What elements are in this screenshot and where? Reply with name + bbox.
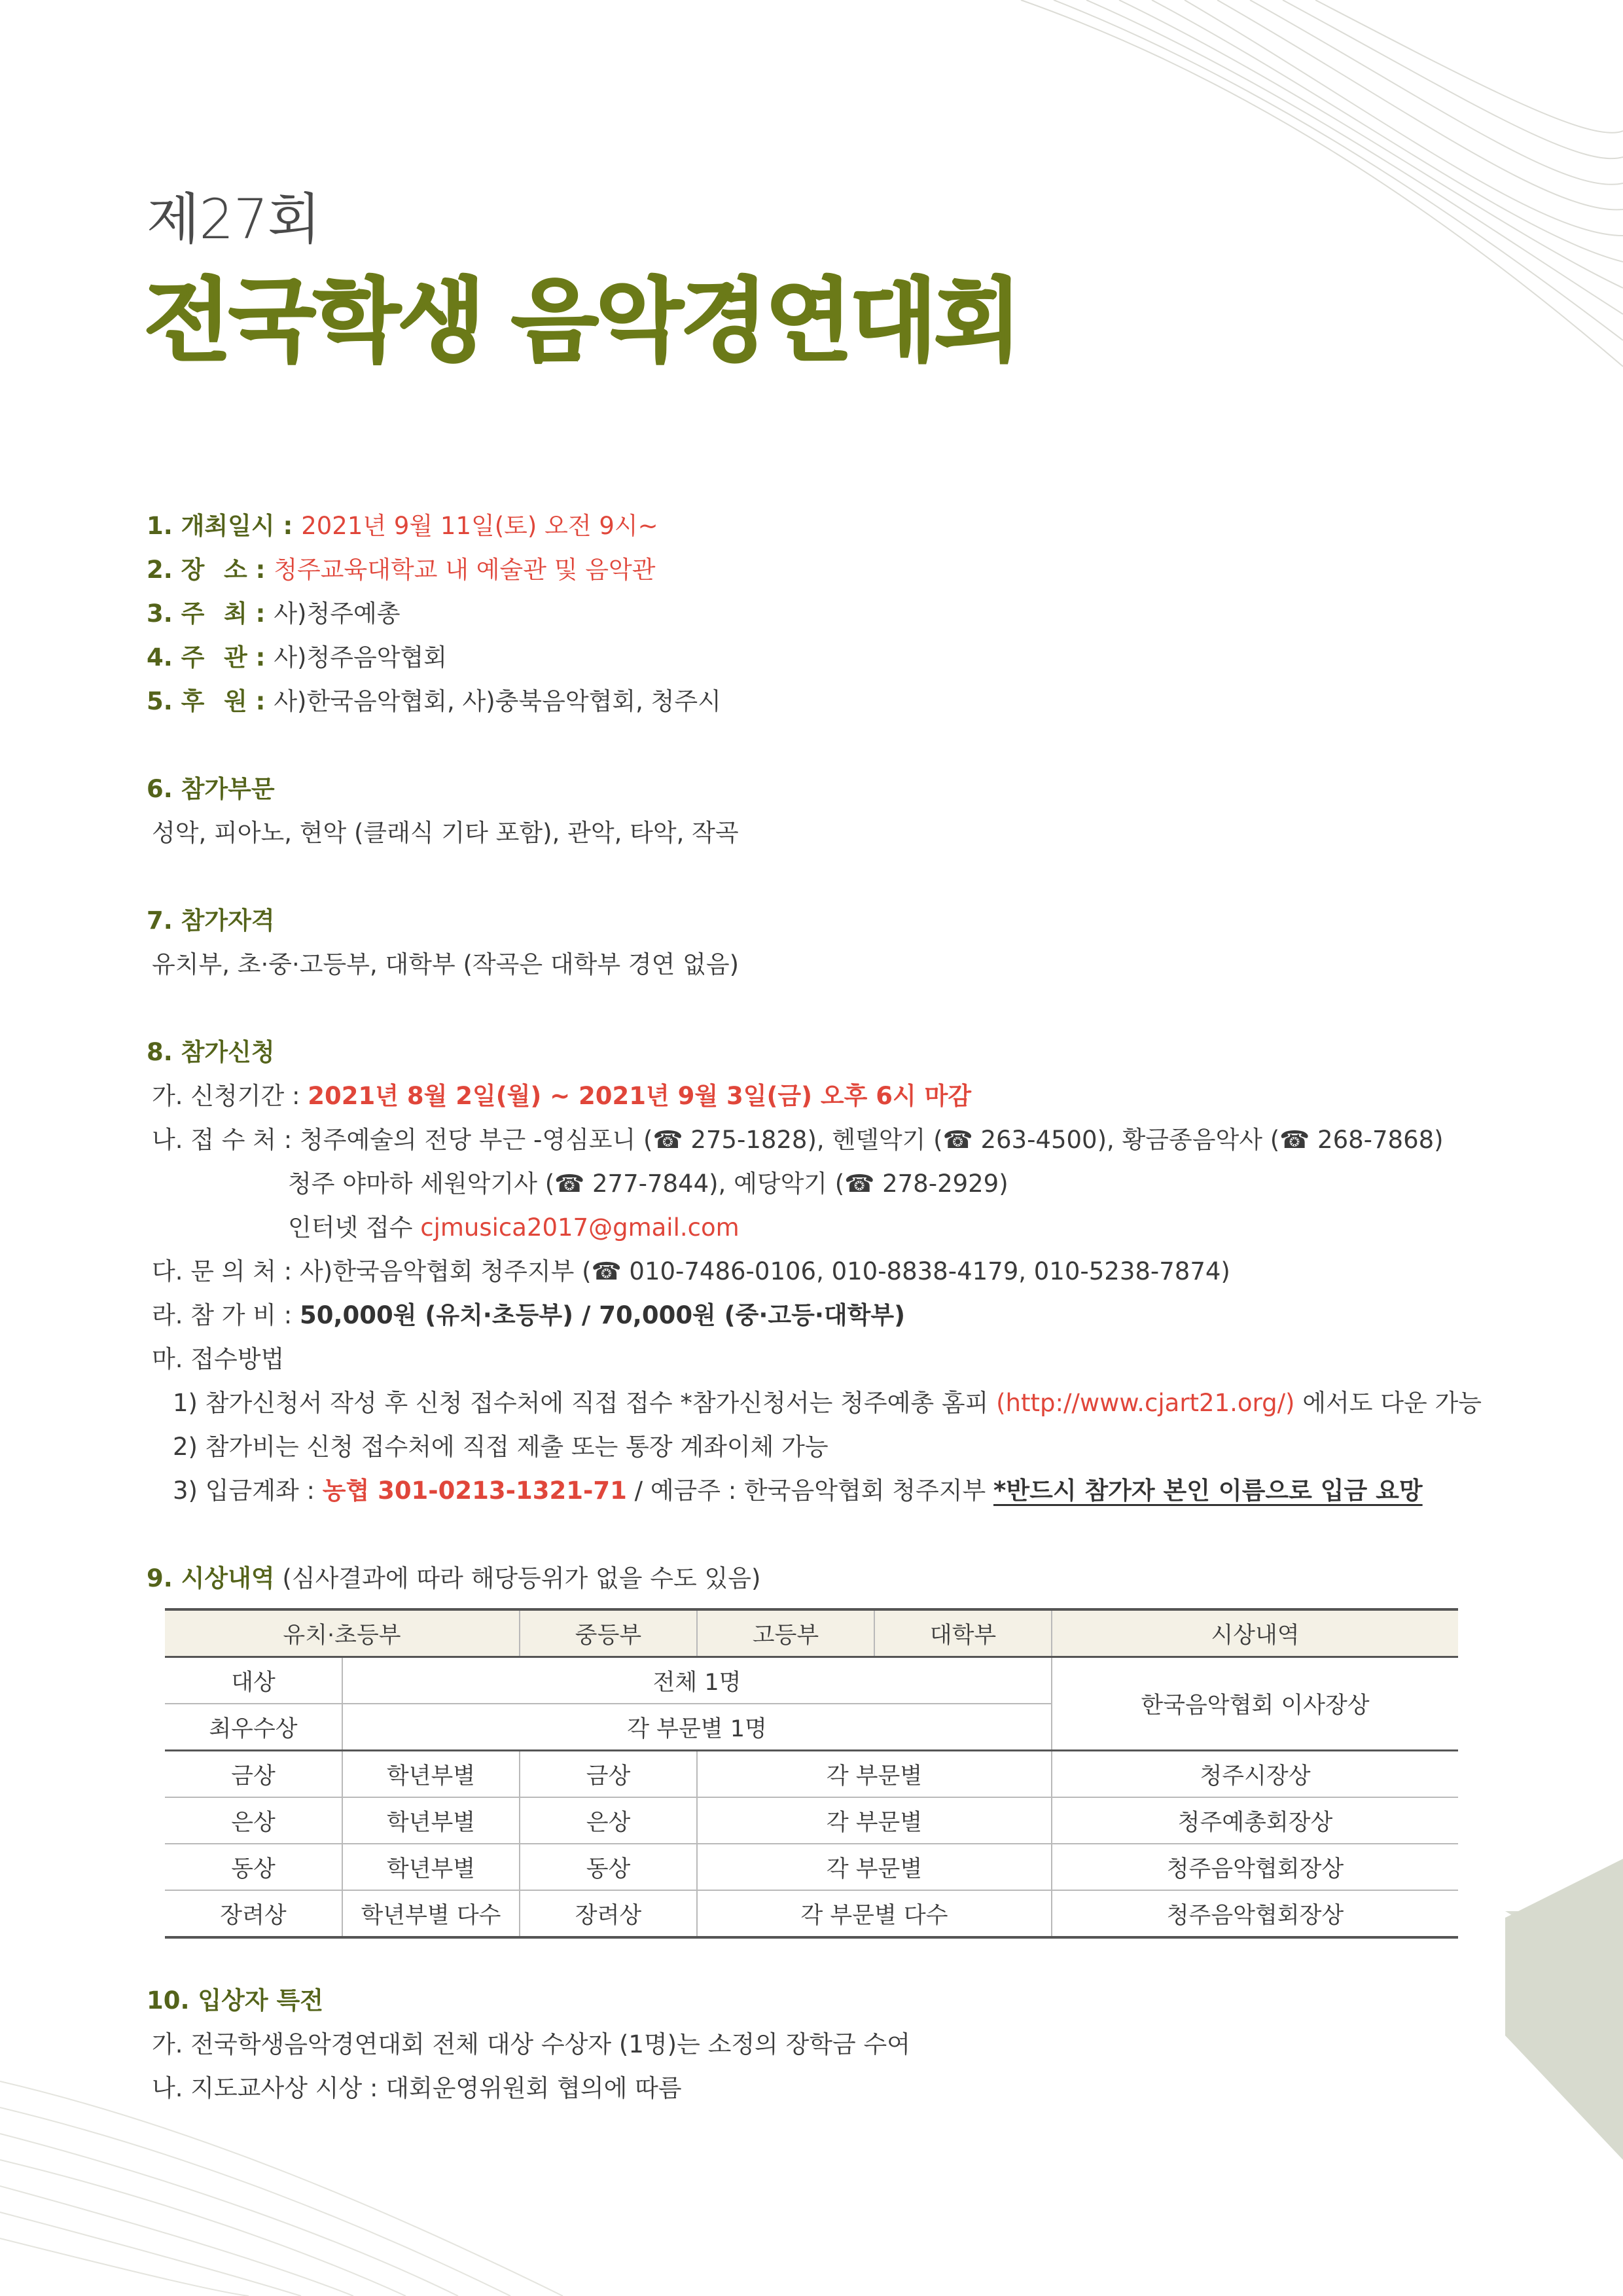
info-value: 사)한국음악협회, 사)충북음악협회, 청주시 (274, 687, 721, 715)
table-row (165, 1797, 1458, 1844)
reception-places-cont: 청주 야마하 세원악기사 (☎ 277-7844), 예당악기 (☎ 278-2929) (288, 1170, 1008, 1198)
participation-fee: 라. 참 가 비 : 50,000원 (유치·초등부) / 70,000원 (중·고등·대학부) (152, 1301, 906, 1329)
method-label: 마. 접수방법 (152, 1345, 285, 1373)
awards-heading: 9. 시상내역 (심사결과에 따라 해당등위가 없을 수도 있음) (147, 1564, 761, 1592)
info-value: 청주교육대학교 내 예술관 및 음악관 (274, 556, 656, 584)
table-cell: 학년부별 (342, 1751, 520, 1798)
info-sponsor: 5. 후 원 : 사)한국음악협회, 사)충북음악협회, 청주시 (147, 679, 1495, 723)
info-label: 2. 장 (147, 556, 205, 584)
table-cell: 최우수상 (165, 1704, 342, 1751)
section-heading: 6. 참가부문 (147, 775, 275, 803)
table-cell: 장려상 (520, 1890, 697, 1937)
table-cell: 은상 (520, 1797, 697, 1844)
method-item-2: 2) 참가비는 신청 접수처에 직접 제출 또는 통장 계좌이체 가능 (173, 1433, 829, 1461)
section-text: 성악, 피아노, 현악 (클래식 기타 포함), 관악, 타악, 작곡 (152, 819, 739, 847)
table-cell: 대상 (165, 1657, 342, 1704)
table-cell: 은상 (165, 1797, 342, 1844)
info-label: 1. 개최일시 (147, 512, 275, 540)
table-cell: 각 부문별 (697, 1751, 1052, 1798)
table-cell: 금상 (520, 1751, 697, 1798)
section-heading: 10. 입상자 특전 (147, 1986, 324, 2015)
method-item-1: 1) 참가신청서 작성 후 신청 접수처에 직접 접수 *참가신청서는 청주예총 홈피 (http://www.cjart21.org/) 에서도 다운 가능 (173, 1389, 1482, 1417)
table-cell: 동상 (165, 1844, 342, 1890)
table-cell: 각 부문별 (697, 1797, 1052, 1844)
benefits-section (147, 1979, 1495, 2110)
table-header-row (165, 1609, 1458, 1657)
table-header-cell: 시상내역 (1052, 1609, 1458, 1657)
method-item-3: 3) 입금계좌 : 농협 301-0213-1321-71 / 예금주 : 한국음악협회 청주지부 *반드시 참가자 본인 이름으로 입금 요망 (173, 1477, 1423, 1505)
section-heading: 7. 참가자격 (147, 906, 275, 935)
info-host: 3. 주 최 : 사)청주예총 (147, 592, 1495, 636)
table-cell: 청주음악협회장상 (1052, 1844, 1458, 1890)
benefit-item: 나. 지도교사상 시상 : 대회운영위원회 협의에 따름 (152, 2074, 682, 2102)
table-cell: 각 부문별 1명 (342, 1704, 1052, 1751)
table-cell: 각 부문별 다수 (697, 1890, 1052, 1937)
table-row (165, 1751, 1458, 1798)
table-cell: 각 부문별 (697, 1844, 1052, 1890)
document-body (147, 504, 1495, 1600)
info-value: 사)청주예총 (274, 600, 401, 628)
section-text: 유치부, 초·중·고등부, 대학부 (작곡은 대학부 경연 없음) (152, 950, 740, 978)
table-row (165, 1657, 1458, 1704)
section-heading: 8. 참가신청 (147, 1038, 275, 1066)
table-cell: 청주시장상 (1052, 1751, 1458, 1798)
table-cell: 금상 (165, 1751, 342, 1798)
table-cell: 한국음악협회 이사장상 (1052, 1657, 1458, 1751)
info-organizer: 4. 주 관 : 사)청주음악협회 (147, 636, 1495, 679)
table-header-cell: 유치·초등부 (165, 1609, 520, 1657)
table-row (165, 1890, 1458, 1937)
table-cell: 학년부별 (342, 1797, 520, 1844)
info-value: 사)청주음악협회 (274, 643, 447, 672)
table-cell: 전체 1명 (342, 1657, 1052, 1704)
bank-account: 농협 301-0213-1321-71 (322, 1477, 627, 1505)
info-date: 1. 개최일시 : 2021년 9월 11일(토) 오전 9시~ (147, 512, 658, 540)
table-header-cell: 대학부 (874, 1609, 1052, 1657)
table-cell: 학년부별 다수 (342, 1890, 520, 1937)
edition-label: 제27회 (147, 187, 321, 251)
info-value: 2021년 9월 11일(토) 오전 9시~ (301, 512, 658, 540)
table-cell: 청주음악협회장상 (1052, 1890, 1458, 1937)
table-cell: 학년부별 (342, 1844, 520, 1890)
email-link[interactable]: cjmusica2017@gmail.com (420, 1213, 740, 1242)
info-label: 5. 후 (147, 687, 205, 715)
awards-table (165, 1608, 1458, 1939)
website-link[interactable]: (http://www.cjart21.org/) (996, 1389, 1295, 1417)
benefit-item: 가. 전국학생음악경연대회 전체 대상 수상자 (1명)는 소정의 장학금 수여 (152, 2030, 911, 2058)
table-cell: 청주예총회장상 (1052, 1797, 1458, 1844)
table-cell: 동상 (520, 1844, 697, 1890)
internet-application: 인터넷 접수 cjmusica2017@gmail.com (288, 1213, 740, 1242)
table-header-cell: 고등부 (697, 1609, 874, 1657)
table-cell: 장려상 (165, 1890, 342, 1937)
info-label: 3. 주 (147, 600, 205, 628)
info-label: 4. 주 (147, 643, 205, 672)
info-venue: 2. 장 소 : 청주교육대학교 내 예술관 및 음악관 (147, 548, 1495, 592)
deposit-note: *반드시 참가자 본인 이름으로 입금 요망 (993, 1477, 1423, 1505)
table-header-cell: 중등부 (520, 1609, 697, 1657)
table-row (165, 1844, 1458, 1890)
application-period: 가. 신청기간 : 2021년 8월 2일(월) ~ 2021년 9월 3일(금) 오후 6시 마감 (152, 1082, 972, 1110)
inquiry: 다. 문 의 처 : 사)한국음악협회 청주지부 (☎ 010-7486-0106, 010-8838-4179, 010-5238-7874) (152, 1257, 1230, 1285)
page-title: 전국학생 음악경연대회 (144, 268, 1020, 374)
reception-places: 나. 접 수 처 : 청주예술의 전당 부근 -영심포니 (☎ 275-1828), 헨델악기 (☎ 263-4500), 황금종음악사 (☎ 268-7868) (152, 1126, 1444, 1154)
